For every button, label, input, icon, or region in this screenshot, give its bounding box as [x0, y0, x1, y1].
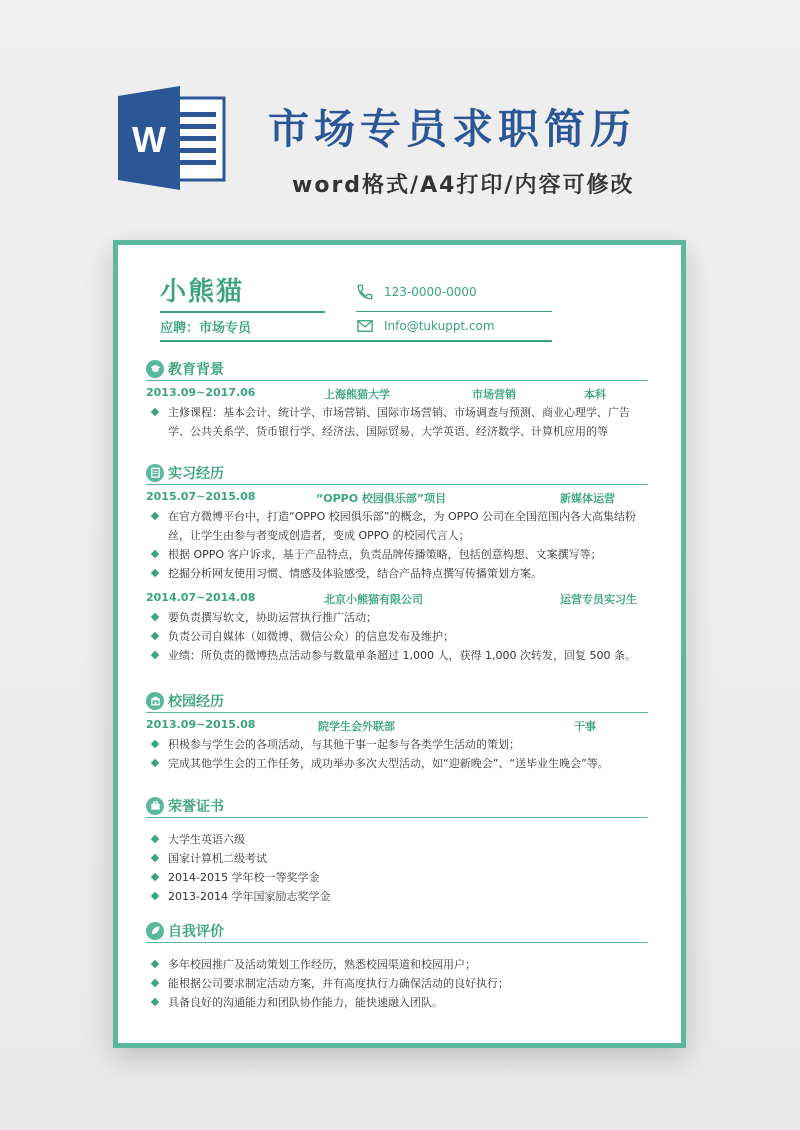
- campus-title: 校园经历: [168, 693, 224, 710]
- clipboard-icon: [146, 464, 164, 482]
- education-title: 教育背景: [168, 361, 224, 378]
- resume-page: [113, 240, 686, 1048]
- email-row: [356, 317, 495, 335]
- phone-row: [356, 283, 477, 301]
- campus-heading: [146, 691, 648, 713]
- job-role: 新媒体运营: [560, 492, 615, 505]
- internship-entry-header: [146, 490, 648, 507]
- education-entry-header: [146, 386, 648, 403]
- self-evaluation-heading: [146, 921, 648, 943]
- list-item: 能根据公司要求制定活动方案，并有高度执行力确保活动的良好执行；: [146, 974, 648, 993]
- education-date: 2013.09~2017.06: [146, 386, 256, 399]
- education-major: 市场营销: [472, 388, 516, 401]
- self-evaluation-title: 自我评价: [168, 923, 224, 940]
- banner: [0, 0, 800, 240]
- list-item: 国家计算机二级考试: [146, 849, 648, 868]
- education-heading: [146, 359, 648, 381]
- internship-heading: [146, 463, 648, 485]
- list-item: 积极参与学生会的各项活动，与其他干事一起参与各类学生活动的策划；: [146, 735, 648, 754]
- candidate-name: 小熊猫: [160, 277, 245, 307]
- education-school: 上海熊猫大学: [324, 388, 390, 401]
- leaf-icon: [146, 922, 164, 940]
- list-item: 根据 OPPO 客户诉求，基于产品特点，负责品牌传播策略，包括创意构想、文案撰写等；: [146, 545, 648, 564]
- campus-role: 干事: [574, 720, 596, 733]
- apply-position: 应聘：市场专员: [160, 321, 252, 336]
- campus-section: [146, 691, 648, 773]
- list-item: 主修课程：基本会计、统计学、市场营销、国际市场营销、市场调查与预测、商业心理学、广告学、公共关系学、货币银行学、经济法、国际贸易、大学英语、经济数学、计算机应用的等: [146, 403, 648, 441]
- campus-date: 2013.09~2015.08: [146, 718, 256, 731]
- list-item: 大学生英语六级: [146, 830, 648, 849]
- job-org: 北京小熊猫有限公司: [324, 593, 423, 606]
- banner-title: 市场专员求职简历: [268, 105, 636, 153]
- list-item: 负责公司自媒体（如微博、微信公众）的信息发布及维护；: [146, 627, 648, 646]
- header-divider: [160, 340, 552, 342]
- honors-title: 荣誉证书: [168, 798, 224, 815]
- list-item: 在官方微博平台中，打造“OPPO 校园俱乐部”的概念，为 OPPO 公司在全国范围内各大高集结粉丝，让学生由参与者变成创造者，变成 OPPO 的校园代言人；: [146, 507, 648, 545]
- honors-section: [146, 796, 648, 906]
- internship-title: 实习经历: [168, 465, 224, 482]
- list-item: 要负责撰写软文，协助运营执行推广活动；: [146, 608, 648, 627]
- graduation-cap-icon: [146, 360, 164, 378]
- list-item: 业绩：所负责的微博热点活动参与数量单条超过 1,000 人，获得 1,000 次转发，回复 500 条。: [146, 646, 648, 665]
- honors-heading: [146, 796, 648, 818]
- email-address: Info@tukuppt.com: [384, 319, 495, 333]
- list-item: 2014-2015 学年校一等奖学金: [146, 868, 648, 887]
- education-section: [146, 359, 648, 441]
- list-item: 多年校园推广及活动策划工作经历，熟悉校园渠道和校园用户；: [146, 955, 648, 974]
- list-item: 完成其他学生会的工作任务，成功举办多次大型活动，如“迎新晚会”、“送毕业生晚会”等。: [146, 754, 648, 773]
- phone-number: 123-0000-0000: [384, 285, 477, 299]
- internship-entry-header: [146, 591, 648, 608]
- job-date: 2014.07~2014.08: [146, 591, 256, 604]
- self-evaluation-section: [146, 921, 648, 1012]
- briefcase-icon: [146, 797, 164, 815]
- list-item: 2013-2014 学年国家励志奖学金: [146, 887, 648, 906]
- internship-section: [146, 463, 648, 665]
- svg-text:W: W: [132, 119, 166, 160]
- campus-org: 院学生会外联部: [318, 720, 395, 733]
- banner-subtitle: word格式/A4打印/内容可修改: [292, 173, 635, 198]
- job-date: 2015.07~2015.08: [146, 490, 256, 503]
- list-item: 具备良好的沟通能力和团队协作能力，能快速融入团队。: [146, 993, 648, 1012]
- list-item: 挖掘分析网友使用习惯、情感及体验感受，结合产品特点撰写传播策划方案。: [146, 564, 648, 583]
- phone-icon: [356, 283, 374, 301]
- education-degree: 本科: [584, 388, 606, 401]
- word-icon: [118, 86, 226, 190]
- job-org: “OPPO 校园俱乐部”项目: [316, 492, 447, 505]
- name-underline: [160, 311, 325, 313]
- building-icon: [146, 692, 164, 710]
- job-role: 运营专员实习生: [560, 593, 637, 606]
- phone-underline: [356, 311, 552, 312]
- campus-entry-header: [146, 718, 648, 735]
- mail-icon: [356, 317, 374, 335]
